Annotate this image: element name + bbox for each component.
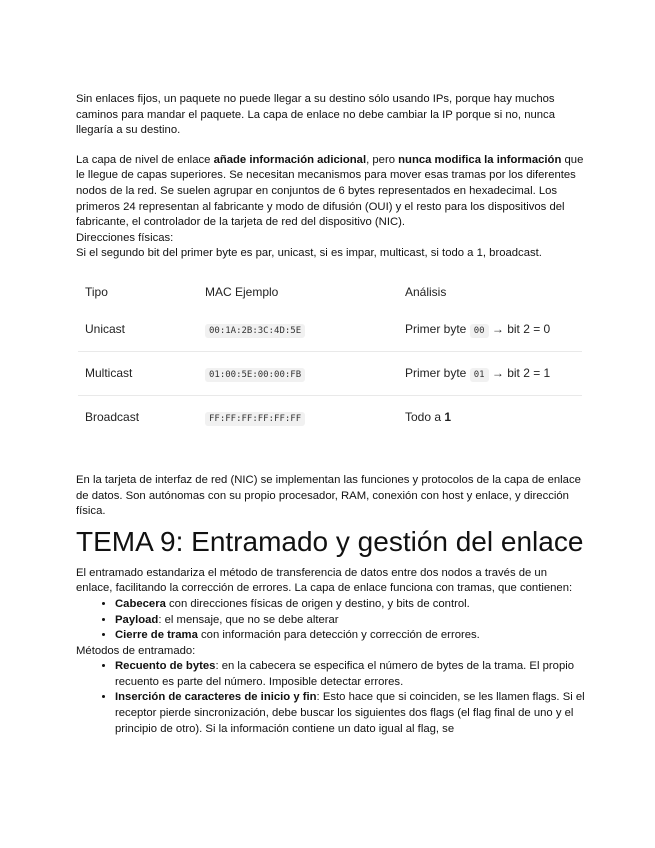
cell-analisis xyxy=(404,351,582,395)
cell-tipo: Multicast xyxy=(85,366,133,381)
text-span: , pero xyxy=(366,153,399,166)
bold-span: nunca modifica la información xyxy=(398,153,562,166)
mac-code: 00:1A:2B:3C:4D:5E xyxy=(205,324,305,338)
methods-list xyxy=(76,659,586,737)
cell-mac xyxy=(204,351,404,395)
text-span: La capa de nivel de enlace xyxy=(76,153,214,166)
intro-paragraph: Sin enlaces fijos, un paquete no puede llegar a su destino sólo usando IPs, porque hay muchos caminos para mandar el paquete. La capa de enlace no debe cambiar la IP porque si no, nunca llegaría a su destino. xyxy=(76,93,555,137)
bold-span: Payload xyxy=(115,613,159,626)
bold-span: Recuento de bytes xyxy=(115,660,216,673)
text-span: : el mensaje, que no se debe alterar xyxy=(158,613,339,626)
mac-table xyxy=(78,276,582,439)
cell-mac xyxy=(204,308,404,352)
cell-tipo: Broadcast xyxy=(85,410,140,425)
framing-paragraph: El entramado estandariza el método de transferencia de datos entre dos nodos a través de un enlace, facilitando la corrección de errores. La capa de enlace funciona con tramas, que contienen: xyxy=(76,566,573,595)
list-item xyxy=(115,613,586,629)
text-span: que le llegue de capas superiores. Se necesitan mecanismos para mover esas tramas por los diferentes nodos de la red. Se suelen agrupar en conjuntos de 6 bytes representados en hexadecimal. Los primeros 24 representan al fabricante y modo de difusión (OUI) y el resto para los dispositivos del fabricante, el controlador de la tarjeta de red del dispositivo (NIC). xyxy=(76,153,584,229)
text-span: Todo a xyxy=(405,410,445,425)
bold-span: 1 xyxy=(444,410,452,425)
list-item xyxy=(115,659,586,690)
bold-span: Cabecera xyxy=(115,597,166,610)
cell-analisis xyxy=(404,308,582,352)
header-analisis: Análisis xyxy=(405,284,447,299)
header-mac: MAC Ejemplo xyxy=(205,284,279,299)
link-layer-paragraph xyxy=(76,153,586,231)
byte-code: 00 xyxy=(470,324,489,338)
bold-span: añade información adicional xyxy=(213,153,367,166)
mac-code: 01:00:5E:00:00:FB xyxy=(205,368,305,382)
methods-label: Métodos de entramado: xyxy=(76,644,196,657)
text-span: Primer byte xyxy=(405,366,470,381)
header-tipo: Tipo xyxy=(85,284,108,299)
cell-mac xyxy=(204,395,404,439)
table-row xyxy=(78,395,582,439)
frame-parts-list xyxy=(76,597,586,644)
table-header-row xyxy=(78,276,582,308)
text-span: : en la cabecera se especifica el número de bytes de la trama. El propio recuento es parte del número. Imposible detectar errores. xyxy=(115,660,575,688)
physical-addresses-label: Direcciones físicas: xyxy=(76,231,174,244)
section-heading: TEMA 9: Entramado y gestión del enlace xyxy=(76,525,584,557)
text-span: con información para detección y corrección de errores. xyxy=(197,629,480,642)
text-span: con direcciones físicas de origen y destino, y bits de control. xyxy=(165,597,470,610)
list-item xyxy=(115,597,586,613)
text-span: → bit 2 = 1 xyxy=(488,366,551,381)
cell-tipo: Unicast xyxy=(85,322,126,337)
bold-span: Inserción de caracteres de inicio y fin xyxy=(115,691,317,704)
table-row xyxy=(78,351,582,395)
byte-code: 01 xyxy=(470,368,489,382)
document-page xyxy=(76,92,586,737)
text-span: Primer byte xyxy=(405,322,470,337)
mac-code: FF:FF:FF:FF:FF:FF xyxy=(205,412,305,426)
table-row xyxy=(78,308,582,352)
address-rule-paragraph: Si el segundo bit del primer byte es par, unicast, si es impar, multicast, si todo a 1, broadcast. xyxy=(76,247,542,260)
text-span: : Esto hace que si coinciden, se les llamen flags. Si el receptor pierde sincronización, debe buscar los siguientes dos flags (el flag final de uno y el principio de otro). Si la información contiene un dato igual al flag, se xyxy=(115,691,585,735)
list-item xyxy=(115,690,586,737)
bold-span: Cierre de trama xyxy=(115,629,198,642)
list-item xyxy=(115,628,586,644)
cell-analisis xyxy=(404,395,582,439)
nic-paragraph: En la tarjeta de interfaz de red (NIC) se implementan las funciones y protocolos de la capa de enlace de datos. Son autónomas con su propio procesador, RAM, conexión con host y enlace, y dirección física. xyxy=(76,473,581,518)
text-span: → bit 2 = 0 xyxy=(488,322,551,337)
